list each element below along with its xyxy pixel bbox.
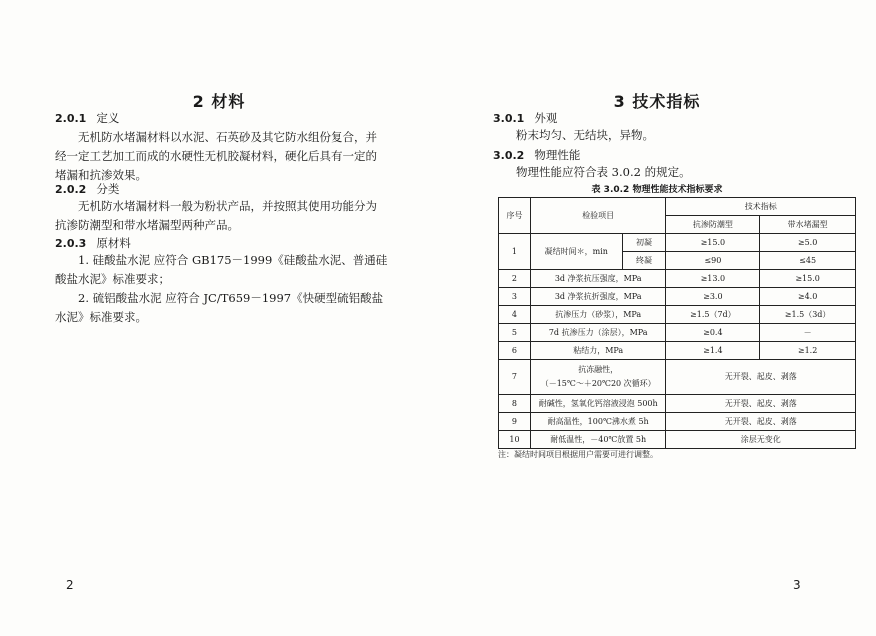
value-cell: ≥0.4 <box>666 324 760 342</box>
table-row <box>499 288 856 306</box>
item-cell: 抗渗压力（砂浆），MPa <box>530 306 666 324</box>
section-heading: 2.0.2 分类 <box>55 182 120 196</box>
table-row <box>499 413 856 431</box>
table-row <box>499 395 856 413</box>
table-row <box>499 342 856 360</box>
table-row <box>499 360 856 395</box>
table-title: 表 3.0.2 物理性能技术指标要求 <box>591 185 723 195</box>
value-cell: ≥1.2 <box>760 342 856 360</box>
paragraph: 1. 硅酸盐水泥 应符合 GB175－1999《硅酸盐水泥、普通硅 酸盐水泥》标准要求； 2. 硫铝酸盐水泥 应符合 JC/T659－1997《快硬型硫铝酸盐 水泥》标准要求。 <box>55 253 388 324</box>
paragraph: 物理性能应符合表 3.0.2 的规定。 <box>516 165 691 179</box>
row-number: 6 <box>499 342 531 360</box>
item-cell: 耐高温性，100℃沸水煮 5h <box>530 413 666 431</box>
value-cell: ≥3.0 <box>666 288 760 306</box>
table-note: 注：凝结时间项目根据用户需要可进行调整。 <box>498 450 658 459</box>
item-cell: 凝结时间＊，min <box>530 234 622 270</box>
value-cell: 涂层无变化 <box>666 431 856 449</box>
chapter-title: 2 材料 <box>192 92 246 111</box>
row-number: 10 <box>499 431 531 449</box>
table-row <box>499 234 856 252</box>
sub-item-cell: 初凝 <box>622 234 666 252</box>
table-row <box>499 270 856 288</box>
chapter-title: 3 技术指标 <box>613 92 701 111</box>
value-cell: ≤45 <box>760 252 856 270</box>
row-number: 9 <box>499 413 531 431</box>
item-cell: 3d 净浆抗压强度，MPa <box>530 270 666 288</box>
item-cell: 耐低温性，－40℃放置 5h <box>530 431 666 449</box>
paragraph: 无机防水堵漏材料以水泥、石英砂及其它防水组份复合，并 经一定工艺加工而成的水硬性无机胶凝材料，硬化后具有一定的 堵漏和抗渗效果。 <box>55 130 377 182</box>
table-header-row <box>499 198 856 216</box>
page-number: 3 <box>793 578 801 592</box>
header-cell: 技术指标 <box>666 198 856 216</box>
row-number: 1 <box>499 234 531 270</box>
sub-item-cell: 终凝 <box>622 252 666 270</box>
row-number: 2 <box>499 270 531 288</box>
value-cell: 无开裂、起皮、剥落 <box>666 413 856 431</box>
value-cell: 无开裂、起皮、剥落 <box>666 360 856 395</box>
table-row <box>499 324 856 342</box>
value-cell: ≥1.4 <box>666 342 760 360</box>
header-cell: 序号 <box>499 198 531 234</box>
table-row <box>499 431 856 449</box>
value-cell: ≥5.0 <box>760 234 856 252</box>
value-cell: － <box>760 324 856 342</box>
value-cell: 无开裂、起皮、剥落 <box>666 395 856 413</box>
value-cell: ≤90 <box>666 252 760 270</box>
value-cell: ≥1.5（7d） <box>666 306 760 324</box>
item-cell: 耐碱性，氢氧化钙溶液浸泡 500h <box>530 395 666 413</box>
section-heading: 2.0.1 定义 <box>55 111 120 125</box>
row-number: 4 <box>499 306 531 324</box>
row-number: 5 <box>499 324 531 342</box>
row-number: 8 <box>499 395 531 413</box>
row-number: 7 <box>499 360 531 395</box>
value-cell: ≥15.0 <box>760 270 856 288</box>
header-cell: 检验项目 <box>530 198 666 234</box>
item-cell: 3d 净浆抗折强度，MPa <box>530 288 666 306</box>
item-cell <box>530 360 666 395</box>
header-cell: 抗渗防潮型 <box>666 216 760 234</box>
value-cell: ≥15.0 <box>666 234 760 252</box>
value-cell: ≥13.0 <box>666 270 760 288</box>
specification-table <box>498 197 856 449</box>
table-row <box>499 306 856 324</box>
row-number: 3 <box>499 288 531 306</box>
right-page <box>438 0 876 636</box>
paragraph: 粉末均匀、无结块，异物。 <box>516 128 654 142</box>
item-line: （－15℃～＋20℃20 次循环） <box>540 379 656 388</box>
paragraph: 无机防水堵漏材料一般为粉状产品，并按照其使用功能分为 抗渗防潮型和带水堵漏型两种产品。 <box>55 199 377 232</box>
item-cell: 粘结力，MPa <box>530 342 666 360</box>
header-cell: 带水堵漏型 <box>760 216 856 234</box>
value-cell: ≥4.0 <box>760 288 856 306</box>
item-cell: 7d 抗渗压力（涂层），MPa <box>530 324 666 342</box>
section-heading: 3.0.2 物理性能 <box>493 148 581 162</box>
section-heading: 2.0.3 原材料 <box>55 236 131 250</box>
item-line: 抗冻融性， <box>578 365 619 374</box>
page-number: 2 <box>66 578 74 592</box>
value-cell: ≥1.5（3d） <box>760 306 856 324</box>
section-heading: 3.0.1 外观 <box>493 111 558 125</box>
